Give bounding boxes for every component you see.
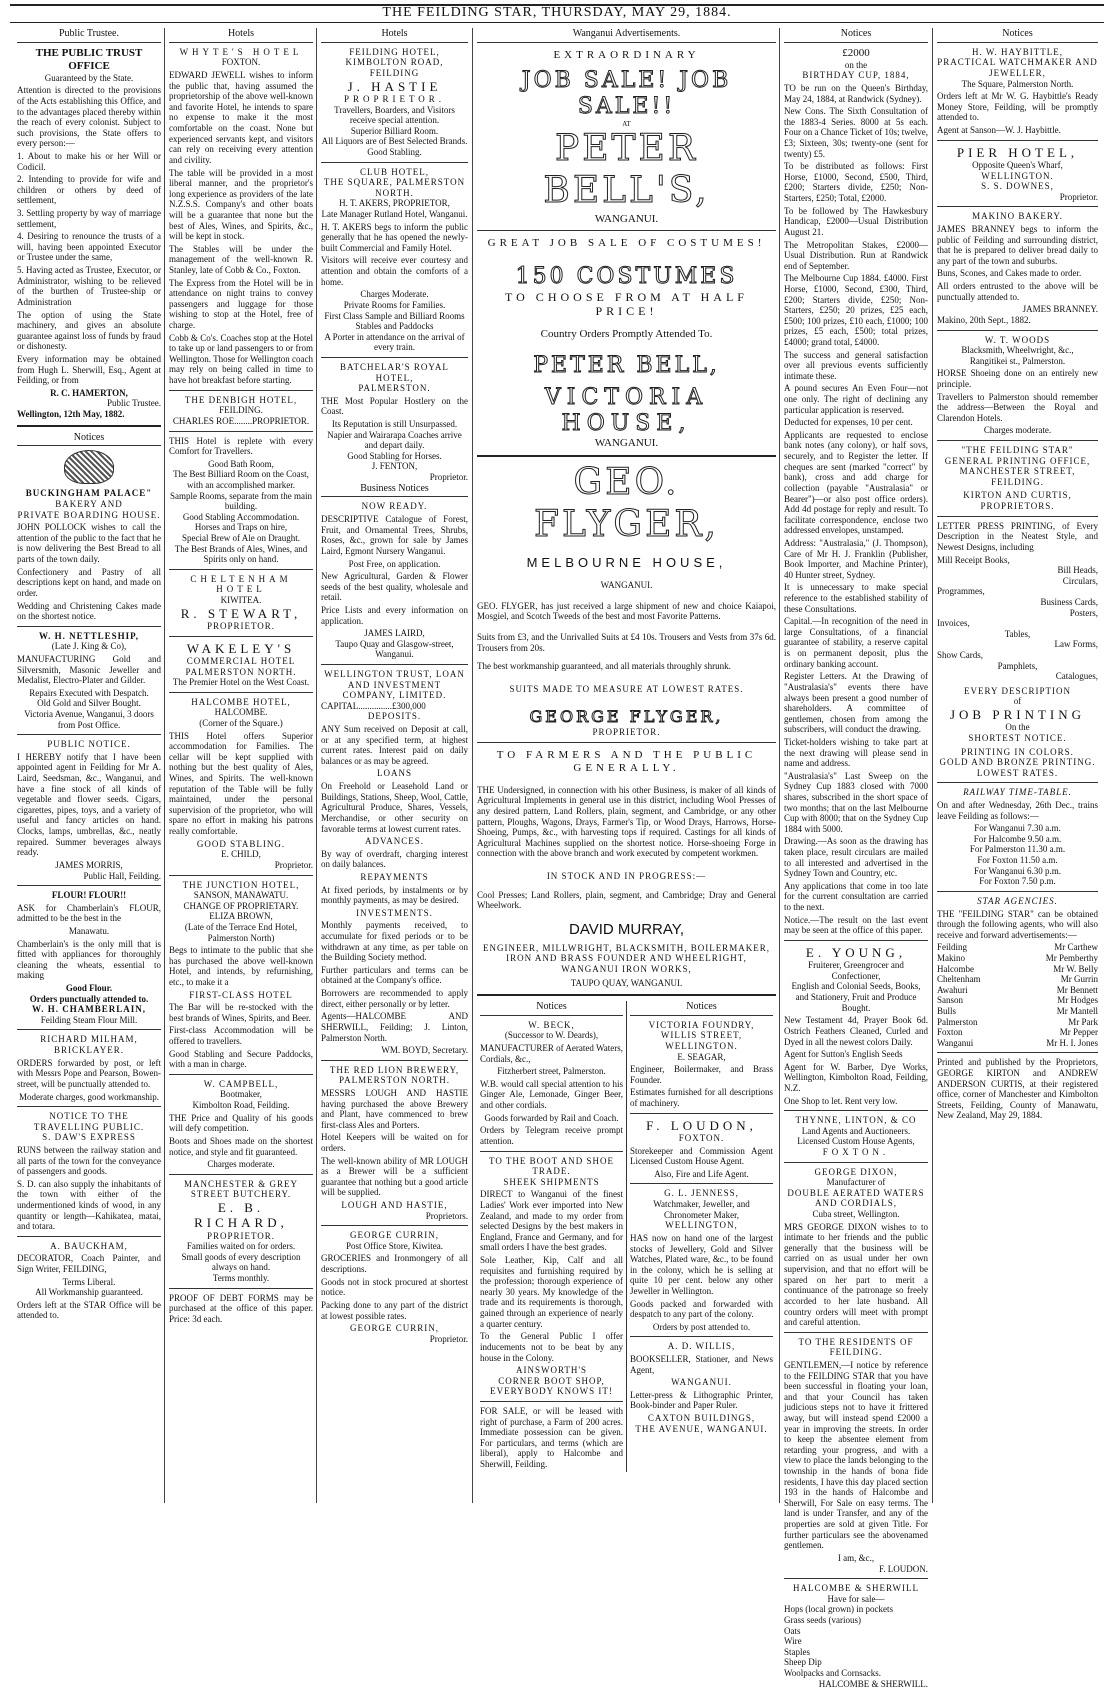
column-heading: Notices: [937, 28, 1098, 43]
column-heading: Hotels: [169, 28, 313, 43]
notices-columns: [477, 1001, 776, 1472]
column-wanganui-ads: Wanganui Advertisements. EXTRAORDINARY JOB SALE! JOB SALE!! AT PETER BELL'S, WANGANUI. GREAT JOB SALE OF COSTUMES! 150 COSTUMES TO CHOOSE FROM AT HALF PRICE! Country Orders Promptly Attended To. PETER BELL, VICTORIA HOUSE, WANGANUI. GEO. FLYGER, MELBOURNE HOUSE, WANGANUI. GEO. FLYGER, has just received a large shipment of new and choice Kaiapoi, Mosgiel, and Scotch Tweeds of the best and most Favorite Patterns. Suits from £3, and the Unrivalled Suits at £4 10s. Trousers and Vests from 37s 6d. Trousers from 20s. The best workmanship guaranteed, and all materials throughly shrunk. SUITS MADE TO MEASURE AT LOWEST RATES. GEORGE FLYGER, PROPRIETOR. TO FARMERS AND THE PUBLIC GENERALLY. THE Undersigned, in connection with his other Business, is maker of all kinds of Agricultural Implements in general use in this district, including Wool Presses of any desired pattern, Land Rollers, plain, segment, and Cambridge, or any other pattern, Ploughs, Wagons, Drays, Farmer's Tip, or Wood Drays, Harrows, Horse-Shoeing, Pumps, &c., with harvesting tops if required. Castings for all kinds of Agricultural Machines supplied on the shortest notice. Horse-shoeing Forge in connection with the above branch and work executed by competent workmen. IN STOCK AND IN PROGRESS:— Cool Presses; Land Rollers, plain, segment, and Cambridge; Dray and General Wheelwork. DAVID MURRAY, ENGINEER, MILLWRIGHT, BLACKSMITH, BOILERMAKER, IRON AND BRASS FOUNDER AND WHEELRIGHT, WANGANUI IRON WORKS, TAUPO QUAY, WANGANUI. Notices W. BECK, (Successor to W. Deards), MANUFACTURER of Aerated Waters, Cordials, &c., Fitzherbert street, Palmerston. W.B. would call special attention to his Ginger Ale, Lemonade, Ginger Beer, and other cordials. Goods forwarded by Rail and Coach. Orders by Telegram receive prompt attention. TO THE BOOT AND SHOE TRADE. SHEEK SHIPMENTS DIRECT to Wanganui of the finest Ladies' Work ever imported into New Zealand, and made to my order from selected Designs by the best makers in England, France and Germany, and for small orders I have the best grades. Sole Leather, Kip, Calf and all requisites and furnishing required by the profession; thorough experience of nearly 30 years. My knowledge of the trade and its requirements is thorough, gained through an experience of nearly a quarter century. To the General Public I offer inducements not to be beat by any house in the Colony. AINSWORTH'S CORNER BOOT SHOP, EVERYBODY KNOWS IT! FOR SALE, or will be leased with right of purchase, a Farm of 200 acres. Immediate possession can be given. For particulars, and terms (which are liberal), apply to Halcombe and Sherwill, Feilding. Notices VICTORIA FOUNDRY, WILLIS STREET, WELLINGTON. E. SEAGAR, Engineer, Boilermaker, and Brass Founder. Estimates furnished for all descriptions of machinery. F. LOUDON, FOXTON. Storekeeper and Commission Agent Licensed Custom House Agent. Also, Fire and Life Agent. G. L. JENNESS, Watchmaker, Jeweller, and Chronometer Maker, WELLINGTON, HAS now on hand one of the largest stocks of Jewellery, Gold and Silver Watches, Plated ware, &c., to be found in the colony, which he is selling at quite 10 per cent. below any other Jeweller in Wellington. Goods packed and forwarded with despatch to any part of the colony. Orders by post attended to. A. D. WILLIS, BOOKSELLER, Stationer, and News Agent, WANGANUI. Letter-press & Lithographic Printer, Book-binder and Paper Ruler. CAXTON BUILDINGS, THE AVENUE, WANGANUI.: [474, 28, 779, 1503]
masthead: [0, 0, 1114, 26]
column-hotels-2: Hotels FEILDING HOTEL, KIMBOLTON ROAD, FEILDING J. HASTIE PROPRIETOR. Travellers, Boarders, and Visitors receive special attention. Superior Billiard Room. All Liquors are of Best Selected Brands. Good Stabling. CLUB HOTEL, THE SQUARE, PALMERSTON NORTH. H. T. AKERS, PROPRIETOR, Late Manager Rutland Hotel, Wanganui. H. T. AKERS begs to inform the public generally that he has opened the newly-built Commercial and Family Hotel. Visitors will receive ever courtesy and attention and obtain the comforts of a home. Charges Moderate. Private Rooms for Families. First Class Sample and Billiard Rooms Stables and Paddocks A Porter in attendance on the arrival of every train. BATCHELAR'S ROYAL HOTEL, PALMERSTON. THE Most Popular Hostlery on the Coast. Its Reputation is still Unsurpassed. Napier and Wairarapa Coaches arrive and depart daily. Good Stabling for Horses. J. FENTON, Proprietor. Business Notices NOW READY. DESCRIPTIVE Catalogue of Forest, Fruit, and Ornamental Trees, Shrubs, Roses, &c., grown for sale by James Laird, Egmont Nursery Wanganui. Post Free, on application. New Agricultural, Garden & Flower seeds of the best quality, wholesale and retail. Price Lists and every information on application. JAMES LAIRD, Taupo Quay and Glasgow-street, Wanganui. WELLINGTON TRUST, LOAN AND INVESTMENT COMPANY, LIMITED. CAPITAL...............£300,000 DEPOSITS. ANY Sum received on Deposit at call, or at any specified term, at highest current rates. Interest paid on daily balances or as may be agreed. LOANS On Freehold or Leasehold Land or Buildings, Stations, Sheep, Wool, Cattle, Agricultural Produce, Shares, Vessels, Merchandise, or other security on favorable terms at lowest current rates. ADVANCES. By way of overdraft, charging interest on daily balances. REPAYMENTS At fixed periods, by instalments or by monthly payments, as may be desired. INVESTMENTS. Monthly payments received, to accumulate for fixed periods or to be withdrawn at any time, as per table on the Building Society method. Further particulars and terms can be obtained at the Company's office. Borrowers are recommended to apply direct, either personally or by letter. Agents—HALCOMBE AND SHERWILL, Feilding; J. Linton, Palmerston North. WM. BOYD, Secretary. THE RED LION BREWERY, PALMERSTON NORTH. MESSRS LOUGH AND HASTIE having purchased the above Brewery and Plant, have commenced to brew first-class Ales and Porters. Hotel Keepers will be waited on for orders. The well-known ability of MR LOUGH as a Brewer will be a sufficient guarantee that nothing but a good article will be supplied. LOUGH AND HASTIE, Proprietors. GEORGE CURRIN, Post Office Store, Kiwitea. GROCERIES and Ironmongery of all descriptions. Goods not in stock procured at shortest notice. Packing done to any part of the district at lowest possible rates. GEORGE CURRIN, Proprietor.: [321, 28, 468, 1344]
print-list: Mill Receipt Books, Bill Heads, Circulars, Programmes, Business Cards, Posters, Invoices, Tables, Law Forms, Show Cards, Pamphlets, Catalogues,: [937, 554, 1098, 682]
list-item: Wanganui Mr H. I. Jones: [937, 1037, 1098, 1048]
list-item: Halcombe Mr W. Belly: [937, 963, 1098, 974]
imprint: Printed and published by the Proprietors, GEORGE KIRTON and ANDREW ANDERSON CURTIS, at their registered office, corner of Manchester and Kimbolton Streets, Feilding, County of Manawatu, New Zealand, May 29, 1884.: [937, 1057, 1098, 1121]
column-heading: Public Trustee.: [17, 28, 161, 43]
list-item: Makino Mr Pemberthy: [937, 952, 1098, 963]
column-hotels-1: Hotels WHYTE'S HOTEL FOXTON. EDWARD JEWELL wishes to inform the public that, having assumed the proprietorship of the above well-known and favorite Hotel, he intends to spare no expense to make it the most comfortable on the coast. None but experienced servants kept, and visitors can rely on receiving every attention and civility. The table will be provided in a most liberal manner, and the proprietor's long experience as providers of the late N.Z.S.S. Company's and other boats will be a guarantee that none but the best of Ales, Wines, and Spirits, &c., will be kept in stock. The Stables will be under the management of the well-known R. Stanley, late of Cobb & Co., Foxton. The Express from the Hotel will be in attendance on night trains to convey passengers and luggage for those wishing to stop at the Hotel, free of charge. Cobb & Co's. Coaches stop at the Hotel to take up or land passengers to or from Wellington. Those for Wellington coach may rely on being called in time to have hot breakfast before starting. THE DENBIGH HOTEL, FEILDING. CHARLES ROE........PROPRIETOR. THIS Hotel is replete with every Comfort for Travellers. Good Bath Room, The Best Billiard Room on the Coast, with an accomplished marker. Sample Rooms, separate from the main building. Good Stabling Accommodation. Horses and Traps on hire, Special Brew of Ale on Draught. The Best Brands of Ales, Wines, and Spirits only on hand. CHELTENHAM HOTEL KIWITEA. R. STEWART, PROPRIETOR. WAKELEY'S COMMERCIAL HOTEL PALMERSTON NORTH. The Premier Hotel on the West Coast. HALCOMBE HOTEL, HALCOMBE. (Corner of the Square.) THIS Hotel offers Superior accommodation for Families. The cellar will be kept supplied with nothing but the best quality of Ales, Wines, and Spirits. The well-known reputation of the Table will be fully maintained, under the personal supervision of the proprietor, who will spare no effort in making his patrons really comfortable. GOOD STABLING. E. CHILD, Proprietor. THE JUNCTION HOTEL, SANSON, MANAWATU. CHANGE OF PROPRIETARY. ELIZA BROWN, (Late of the Terrace End Hotel, Palmerston North) Begs to intimate to the public that she has purchased the above well-known Hotel, and intends, by refurnishing, etc., to make it a FIRST-CLASS HOTEL The Bar will be re-stocked with the best brands of Wines, Spirits, and Beer. First-class Accommodation will be offered to travellers. Good Stabling and Secure Paddocks, with a man in charge. W. CAMPBELL, Bootmaker, Kimbolton Road, Feilding. THE Price and Quality of his goods will defy competition. Boots and Shoes made on the shortest notice, and style and fit guaranteed. Charges moderate. MANCHESTER & GREY STREET BUTCHERY. E. B. RICHARD, PROPRIETOR. Families waited on for orders. Small goods of every description always on hand. Terms monthly. PROOF OF DEBT FORMS may be purchased at the office of this paper. Price: 3d each.: [169, 28, 313, 1324]
column-notices-1: Notices £2000 on the BIRTHDAY CUP, 1884, TO be run on the Queen's Birthday, May 24, 1884, at Randwick (Sydney). New Cons. The Sixth Consultation of the 1883-4 Series. 8000 at 5s each. Four on a Chance Ticket of 10s; twelve, £3; Sixteen, 30s; twenty-one (sent for twenty) £5. To be distributed as follows: First Horse, £1000, Second, £500, Third, £200; Starters divide, £250; Non-Starters, £250; Total, £2000. To be followed by The Hawkesbury Handicap, £2000—Usual Distribution August 21. The Metropolitan Stakes, £2000—Usual Distribution. Run at Randwick end of September. The Melbourne Cup 1884. £4000. First Horse, £1000, Second, £300, Third, £200; Starters divide, £250; Non-Starters, £250; 20 prizes, £25 each, £500; 100 prizes, £10 each, £1000; 100 prizes, £5 each, £500; total prizes, £4000; grand total, £4000. The success and general satisfaction over all previous events sufficiently intimate these. A pound secures An Even Four—not one only. The right of declining any particular application is reserved. Deducted for expenses, 10 per cent. Applicants are requested to enclose bank notes (any colony), or half sovs, securely, and to Register the letter. If cheques are sent (marked "correct" by bank), cross and add charge for collection (payable "Australasia" or Bearer")—or also post office orders). Add 4d postage for reply and result. To facilitate correspondence, enclose two addressed envelopes, unstamped. Address: "Australasia," (J. Thompson), Care of Mr H. J. Franklin (Publisher, Book Importer, and Machine Printer), 40 Hunter street, Sydney. It is unnecessary to make special reference to the established stability of these Consultations. Capital.—In recognition of the need in large Consultations, of a financial guarantee of stability, a reserve capital is on permanent deposit, plus the ordinary banking account. Register Letters. At the Drawing of "Australasia's" events there have always been present a good number of shareholders. A committee of gentlemen, chosen from among the subscribers, will conduct the drawing. Ticket-holders wishing to take part at the next drawing will please send in name and address. "Australasia's" Last Sweep on the Sydney Cup 1883 closed with 7000 shares, subscribed in the short space of two months; that on the last Melbourne Cup with 8000; that on the Sydney Cup 1884 with 5000. Drawing.—As soon as the drawing has taken place, result circulars are mailed to all interested and advertised in the Sydney Town and Country, etc. Any applications that come in too late for the current consultation are carried to the next. Notice.—The result on the last event may be seen at the office of this paper. E. YOUNG, Fruiterer, Greengrocer and Confectioner, English and Colonial Seeds, Books, and Stationery, Fruit and Produce Bought. New Testament 4d, Prayer Book 6d. Ostrich Feathers Cleaned, Curled and Dyed in all the newest colors Daily. Agent for Sutton's English Seeds Agent for W. Barber, Dye Works, Wellington, Kimbolton Road, Feilding, N.Z. One Shop to let. Rent very low. THYNNE, LINTON, & CO Land Agents and Auctioneers. Licensed Custom House Agents, FOXTON. GEORGE DIXON, Manufacturer of DOUBLE AERATED WATERS AND CORDIALS, Cuba street, Wellington. MRS GEORGE DIXON wishes to to intimate to her friends and the public generally that the business will be carried on as usual under her own supervision, and that no effort will be spared on her part to merit a continuance of the patronage so freely accorded to her late husband. All country orders will meet with prompt and careful attention. TO THE RESIDENTS OF FEILDING. GENTLEMEN,—I notice by reference to the FEILDING STAR that you have been successful in floating your loan, and that your Council has taken judicious steps not to have it frittered away, but will instead spend £2000 a year in improving the streets. In order to keep the absentee element from retarding your progress, and with a view to place the lands belonging to the township in the hands of bona fide residents, I have this day placed section 193 in the hands of Halcombe and Sherwill, For Sale on easy terms. The land is under Transfer, and any of the properties are sold at given Title. For further particulars see the abovenamed gentlemen. I am, &c., F. LOUDON. HALCOMBE & SHERWILL Have for sale— Hops (local grown) in pockets Grass seeds (various) Oats Wire Staples Sheep Dip Woolpacks and Cornsacks. HALCOMBE & SHERWILL.: [784, 28, 928, 1689]
masthead-title: THE FEILDING STAR, THURSDAY, MAY 29, 1884.: [382, 5, 732, 20]
column-notices-2: Notices H. W. HAYBITTLE, PRACTICAL WATCHMAKER AND JEWELLER, The Square, Palmerston North. Orders left at Mr W. G. Haybittle's Ready Money Store, Feilding, will be promptly attended to. Agent at Sanson—W. J. Haybittle. PIER HOTEL, Opposite Queen's Wharf, WELLINGTON. S. S. DOWNES, Proprietor. MAKINO BAKERY. JAMES BRANNEY begs to inform the public of Feilding and surrounding district, that he is prepared to deliver bread daily to any part of the town and suburbs. Buns, Scones, and Cakes made to order. All orders entrusted to the above will be punctually attended to. JAMES BRANNEY. Makino, 20th Sept., 1882. W. T. WOODS Blacksmith, Wheelwright, &c., Rangitikei st., Palmerston. HORSE Shoeing done on an entirely new principle. Travellers to Palmerston should remember the address—Between the Royal and Clarendon Hotels. Charges moderate. "THE FEILDING STAR" GENERAL PRINTING OFFICE, MANCHESTER STREET, FEILDING. KIRTON AND CURTIS, PROPRIETORS. LETTER PRESS PRINTING, of Every Description in the Neatest Style, and Newest Designs, including Mill Receipt Books, Bill Heads, Circulars, Programmes, Business Cards, Posters, Invoices, Tables, Law Forms, Show Cards, Pamphlets, Catalogues, EVERY DESCRIPTION of JOB PRINTING On the SHORTEST NOTICE. PRINTING IN COLORS. GOLD AND BRONZE PRINTING. LOWEST RATES. RAILWAY TIME-TABLE. On and after Wednesday, 26th Dec., trains leave Feilding as follows:— For Wanganui 7.30 a.m. For Halcombe 9.50 a.m. For Palmerston 11.30 a.m. For Foxton 11.50 a.m. For Wanganui 6.30 p.m. For Foxton 7.50 p.m. STAR AGENCIES. THE "FEILDING STAR" can be obtained through the following agents, who will also receive and forward advertisements:— Feilding Mr Carthew Makino Mr Pemberthy Halcombe Mr W. Belly Cheltenham Mr Gurrin Awahuri Mr Bennett Sanson Mr Hodges Bulls Mr Mantell Palmerston Mr Park Foxton Mr Pepper Wanganui Mr H. I. Jones Printed and published by the Proprietors, GEORGE KIRTON and ANDREW ANDERSON CURTIS, at their registered office, corner of Manchester and Kimbolton Streets, Feilding, County of Manawatu, New Zealand, May 29, 1884.: [937, 28, 1098, 1121]
list-item: Foxton Mr Pepper: [937, 1027, 1098, 1038]
list-item: Palmerston Mr Park: [937, 1016, 1098, 1027]
ad-title: THE PUBLIC TRUST OFFICE: [35, 46, 143, 72]
column-heading: Hotels: [321, 28, 468, 43]
royal-crest-icon: [64, 450, 114, 484]
column-heading: Wanganui Advertisements.: [477, 28, 776, 43]
list-item: Awahuri Mr Bennett: [937, 984, 1098, 995]
peter-bell-headline: PETER BELL'S,: [543, 127, 710, 212]
list-item: Feilding Mr Carthew: [937, 942, 1098, 953]
column-public-trustee: Public Trustee. THE PUBLIC TRUST OFFICE Guaranteed by the State. Attention is directed to the provisions of the Acts establishing this Office, and to the advantages placed thereby within the reach of every colonist. Subject to such provisions, the State offers to every person:— 1. About to make his or her Will or Codicil. 2. Intending to provide for wife and children or others by deed of settlement, 3. Settling property by way of marriage settlement, 4. Desiring to renounce the trusts of a will, having been appointed Executor or Trustee under the same, 5. Having acted as Trustee, Executor, or Administrator, wishing to be relieved of the burthen of Trustee-ship or Administration The option of using the State machinery, and gives an absolute guarantee against loss of funds by fraud or dishonesty. Every information may be obtained from Hugh L. Sherwill, Esq., Agent at Feilding, or from R. C. HAMERTON, Public Trustee. Wellington, 12th May, 1882. Notices BUCKINGHAM PALACE" BAKERY AND PRIVATE BOARDING HOUSE. JOHN POLLOCK wishes to call the attention of the public to the fact that he is now delivering the Best Bread to all parts of the town daily. Confectionery and Pastry of all descriptions kept on hand, and made on order. Wedding and Christening Cakes made on the shortest notice. W. H. NETTLESHIP, (Late J. King & Co), MANUFACTURING Gold and Silversmith, Masonic Jeweller and Medalist, Electro-Plater and Gilder. Repairs Executed with Despatch. Old Gold and Silver Bought. Victoria Avenue, Wanganui, 3 doors from Post Office. PUBLIC NOTICE. I HEREBY notify that I have been appointed agent in Feilding for Mr A. Laird, Seedsman, &c., Wanganui, and have a fine stock of all kinds of vegetable and flower seeds. Cigars, cigarettes, pipes, toys, and a variety of useful and fancy articles on hand. Clocks, lamps, umbrellas, &c., neatly repaired. Summer beverages always ready. JAMES MORRIS, Public Hall, Feilding. FLOUR! FLOUR!! ASK for Chamberlain's FLOUR, admitted to be the best in the Manawatu. Chamberlain's is the only mill that is fitted with appliances for thoroughly cleaning the wheats, essential to making Good Flour. Orders punctually attended to. W. H. CHAMBERLAIN, Feilding Steam Flour Mill. RICHARD MILHAM, BRICKLAYER. ORDERS forwarded by post, or left with Messrs Pope and Pearson, Bowen-street, will be punctually attended to. Moderate charges, good workmanship. NOTICE TO THE TRAVELLING PUBLIC. S. DAW'S EXPRESS RUNS between the railway station and all parts of the town for the conveyance of passengers and goods. S. D. can also supply the inhabitants of the town with either of the undermentioned kinds of wood, in any quantity or length—Kahikatea, matai, and totara. A. BAUCKHAM, DECORATOR, Coach Painter, and Sign Writer, FEILDING, Terms Liberal. All Workmanship guaranteed. Orders left at the STAR Office will be attended to.: [17, 28, 161, 1321]
agents-list: [937, 942, 1098, 1048]
list-item: Sanson Mr Hodges: [937, 995, 1098, 1006]
geo-flyger-headline: GEO. FLYGER,: [534, 461, 719, 546]
notices-right: Notices VICTORIA FOUNDRY, WILLIS STREET, WELLINGTON. E. SEAGAR, Engineer, Boilermaker, and Brass Founder. Estimates furnished for all descriptions of machinery. F. LOUDON, FOXTON. Storekeeper and Commission Agent Licensed Custom House Agent. Also, Fire and Life Agent. G. L. JENNESS, Watchmaker, Jeweller, and Chronometer Maker, WELLINGTON, HAS now on hand one of the largest stocks of Jewellery, Gold and Silver Watches, Plated ware, &c., to be found in the colony, which he is selling at quite 10 per cent. below any other Jeweller in Wellington. Goods packed and forwarded with despatch to any part of the colony. Orders by post attended to. A. D. WILLIS, BOOKSELLER, Stationer, and News Agent, WANGANUI. Letter-press & Lithographic Printer, Book-binder and Paper Ruler. CAXTON BUILDINGS, THE AVENUE, WANGANUI.: [626, 1001, 776, 1472]
column-heading: Notices: [784, 28, 928, 43]
list-item: Bulls Mr Mantell: [937, 1005, 1098, 1016]
list-item: Cheltenham Mr Gurrin: [937, 974, 1098, 985]
job-sale-headline: JOB SALE! JOB SALE!!: [521, 67, 732, 119]
notices-left: Notices W. BECK, (Successor to W. Deards), MANUFACTURER of Aerated Waters, Cordials, &c., Fitzherbert street, Palmerston. W.B. would call special attention to his Ginger Ale, Lemonade, Ginger Beer, and other cordials. Goods forwarded by Rail and Coach. Orders by Telegram receive prompt attention. TO THE BOOT AND SHOE TRADE. SHEEK SHIPMENTS DIRECT to Wanganui of the finest Ladies' Work ever imported into New Zealand, and made to my order from selected Designs by the best makers in England, France and Germany, and for small orders I have the best grades. Sole Leather, Kip, Calf and all requisites and furnishing required by the profession; thorough experience of nearly 30 years. My knowledge of the trade and its requirements is thorough, gained through an experience of nearly a quarter century. To the General Public I offer inducements not to be beat by any house in the Colony. AINSWORTH'S CORNER BOOT SHOP, EVERYBODY KNOWS IT! FOR SALE, or will be leased with right of purchase, a Farm of 200 acres. Immediate possession can be given. For particulars, and terms (which are liberal), apply to Halcombe and Sherwill, Feilding.: [480, 1001, 623, 1469]
